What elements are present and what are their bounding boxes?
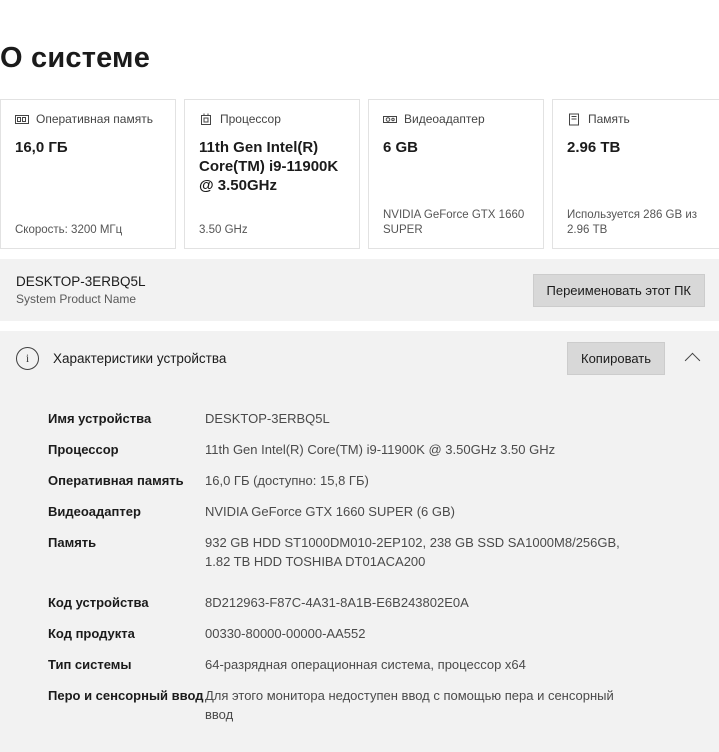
product-name-text: System Product Name (16, 292, 137, 306)
spec-key: Перо и сенсорный ввод (48, 688, 204, 703)
card-storage[interactable] (552, 99, 719, 249)
card-label: Видеоадаптер (404, 112, 485, 126)
rename-pc-bar (0, 259, 719, 321)
spec-row-device-id (0, 587, 719, 618)
cpu-icon (199, 113, 213, 126)
card-header (199, 112, 345, 126)
card-label: Процессор (220, 112, 281, 126)
card-header (567, 112, 713, 126)
card-header (383, 112, 529, 126)
spec-row-storage (0, 527, 719, 577)
spec-row-product-id (0, 618, 719, 649)
card-label: Оперативная память (36, 112, 153, 126)
card-value: 2.96 TB (567, 139, 621, 156)
spec-row-ram (0, 465, 719, 496)
spec-value: 64-разрядная операционная система, процессор x64 (205, 657, 526, 672)
spec-key: Код устройства (48, 595, 149, 610)
card-ram[interactable] (0, 99, 176, 249)
info-icon: i (16, 347, 39, 370)
copy-button[interactable]: Копировать (567, 342, 665, 375)
card-cpu[interactable] (184, 99, 360, 249)
spec-value: NVIDIA GeForce GTX 1660 SUPER (6 GB) (205, 504, 455, 519)
card-footer: Скорость: 3200 МГц (15, 224, 123, 236)
memory-icon (15, 113, 29, 126)
spec-value: DESKTOP-3ERBQ5L (205, 411, 330, 426)
spec-key: Видеоадаптер (48, 504, 141, 519)
card-footer: Используется 286 GB из 2.96 TB (567, 209, 698, 236)
summary-cards (0, 99, 719, 249)
device-name-text: DESKTOP-3ERBQ5L (16, 274, 146, 289)
card-gpu[interactable] (368, 99, 544, 249)
card-value: 6 GB (383, 139, 419, 156)
spec-value: 8D212963-F87C-4A31-8A1B-E6B243802E0A (205, 595, 469, 610)
spacer (0, 577, 719, 587)
gpu-icon (383, 113, 397, 126)
device-specs-title: Характеристики устройства (53, 350, 227, 366)
spec-key: Память (48, 535, 97, 550)
device-specs-list (0, 385, 719, 752)
spec-value: 16,0 ГБ (доступно: 15,8 ГБ) (205, 473, 369, 488)
spec-row-gpu (0, 496, 719, 527)
card-label: Память (588, 112, 630, 126)
spec-value: 11th Gen Intel(R) Core(TM) i9-11900K @ 3.50GHz 3.50 GHz (205, 442, 556, 457)
storage-icon (567, 113, 581, 126)
spec-row-system-type (0, 649, 719, 680)
spec-value: 932 GB HDD ST1000DM010-2EP102, 238 GB SSD SA1000M8/256GB, 1.82 TB HDD TOSHIBA DT01ACA200 (205, 535, 620, 569)
card-footer: 3.50 GHz (199, 224, 248, 236)
rename-pc-button[interactable]: Переименовать этот ПК (533, 274, 706, 307)
page-title: О системе (0, 42, 151, 74)
device-specs-header[interactable] (0, 331, 719, 385)
spec-row-device-name (0, 403, 719, 434)
device-identity (16, 272, 146, 308)
spec-key: Процессор (48, 442, 119, 457)
card-value: 11th Gen Intel(R) Core(TM) i9-11900K @ 3.50GHz (199, 139, 339, 194)
card-header (15, 112, 161, 126)
spec-value: 00330-80000-00000-AA552 (205, 626, 366, 641)
spec-row-pen-touch (0, 680, 719, 730)
chevron-up-icon[interactable] (683, 347, 705, 369)
spec-key: Тип системы (48, 657, 132, 672)
card-footer: NVIDIA GeForce GTX 1660 SUPER (383, 209, 525, 236)
spec-key: Код продукта (48, 626, 135, 641)
card-value: 16,0 ГБ (15, 139, 68, 156)
spec-key: Имя устройства (48, 411, 152, 426)
spec-value: Для этого монитора недоступен ввод с помощью пера и сенсорный ввод (205, 688, 614, 722)
spec-key: Оперативная память (48, 473, 184, 488)
spec-row-processor (0, 434, 719, 465)
